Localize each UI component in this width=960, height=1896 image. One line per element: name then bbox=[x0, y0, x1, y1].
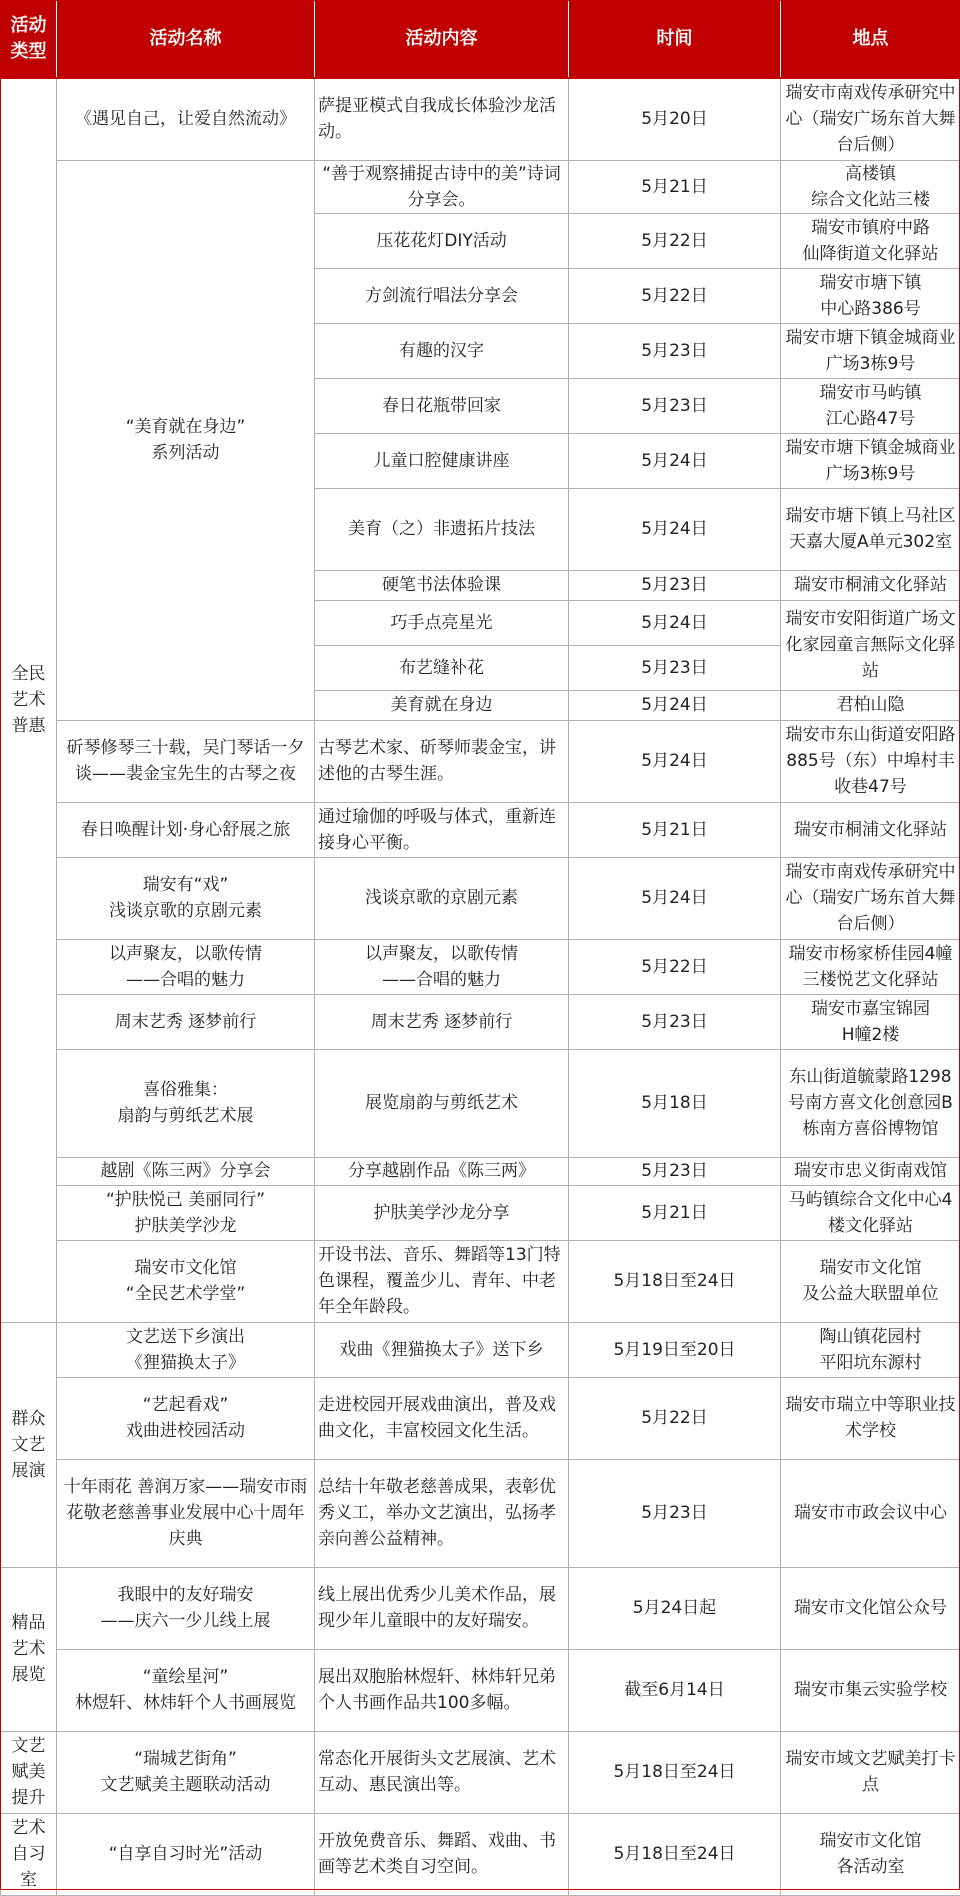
table-row bbox=[1, 857, 960, 939]
name-cell: 我眼中的友好瑞安 ——庆六一少儿线上展 bbox=[57, 1567, 315, 1649]
name-cell: “艺起看戏” 戏曲进校园活动 bbox=[57, 1377, 315, 1459]
time-cell: 5月24日起 bbox=[569, 1567, 781, 1649]
content-cell: 以声聚友，以歌传情 ——合唱的魅力 bbox=[315, 939, 569, 994]
place-cell: 瑞安市文化馆 各活动室 bbox=[781, 1813, 960, 1895]
content-cell: 线上展出优秀少儿美术作品，展现少年儿童眼中的友好瑞安。 bbox=[315, 1567, 569, 1649]
time-cell: 5月23日 bbox=[569, 1157, 781, 1185]
content-cell: 美育就在身边 bbox=[315, 690, 569, 720]
time-cell: 5月23日 bbox=[569, 378, 781, 433]
name-cell: 十年雨花 善润万家——瑞安市雨花敬老慈善事业发展中心十周年庆典 bbox=[57, 1459, 315, 1567]
place-cell: 瑞安市文化馆公众号 bbox=[781, 1567, 960, 1649]
place-cell: 瑞安市桐浦文化驿站 bbox=[781, 570, 960, 600]
time-cell: 5月21日 bbox=[569, 1185, 781, 1240]
content-cell: 通过瑜伽的呼吸与体式，重新连接身心平衡。 bbox=[315, 802, 569, 857]
place-cell: 瑞安市南戏传承研究中心（瑞安广场东首大舞台后侧） bbox=[781, 78, 960, 160]
name-cell: 《遇见自己，让爱自然流动》 bbox=[57, 78, 315, 160]
type-cell: 艺术 自习 室 bbox=[1, 1813, 57, 1895]
name-cell: 春日唤醒计划·身心舒展之旅 bbox=[57, 802, 315, 857]
header-time: 时间 bbox=[569, 1, 781, 79]
header-name: 活动名称 bbox=[57, 1, 315, 79]
content-cell: 常态化开展街头文艺展演、艺术互动、惠民演出等。 bbox=[315, 1731, 569, 1813]
table-row bbox=[1, 1567, 960, 1649]
name-cell: 瑞安市文化馆 “全民艺术学堂” bbox=[57, 1240, 315, 1322]
type-cell: 全民 艺术 普惠 bbox=[1, 78, 57, 1322]
content-cell: 展出双胞胎林煜轩、林炜轩兄弟个人书画作品共100多幅。 bbox=[315, 1649, 569, 1731]
name-cell: 瑞安有“戏” 浅谈京歌的京剧元素 bbox=[57, 857, 315, 939]
content-cell: 戏曲《狸猫换太子》送下乡 bbox=[315, 1322, 569, 1377]
content-cell: 浅谈京歌的京剧元素 bbox=[315, 857, 569, 939]
table-row bbox=[1, 1240, 960, 1322]
name-cell: 斫琴修琴三十载，吴门琴话一夕谈——裴金宝先生的古琴之夜 bbox=[57, 720, 315, 802]
place-cell: 瑞安市嘉宝锦园 H幢2楼 bbox=[781, 994, 960, 1049]
name-cell: 周末艺秀 逐梦前行 bbox=[57, 994, 315, 1049]
place-cell: 瑞安市塘下镇上马社区天嘉大厦A单元302室 bbox=[781, 488, 960, 570]
table-row bbox=[1, 1813, 960, 1895]
place-cell: 高楼镇 综合文化站三楼 bbox=[781, 160, 960, 213]
header-type: 活动 类型 bbox=[1, 1, 57, 79]
place-cell: 瑞安市瑞立中等职业技术学校 bbox=[781, 1377, 960, 1459]
time-cell: 5月22日 bbox=[569, 213, 781, 268]
content-cell: 美育（之）非遗拓片技法 bbox=[315, 488, 569, 570]
name-cell: “美育就在身边” 系列活动 bbox=[57, 160, 315, 720]
time-cell: 5月23日 bbox=[569, 570, 781, 600]
content-cell: 有趣的汉字 bbox=[315, 323, 569, 378]
place-cell: 瑞安市忠义街南戏馆 bbox=[781, 1157, 960, 1185]
table-row bbox=[1, 160, 960, 213]
time-cell: 5月20日 bbox=[569, 78, 781, 160]
content-cell: 布艺缝补花 bbox=[315, 645, 569, 690]
content-cell: 护肤美学沙龙分享 bbox=[315, 1185, 569, 1240]
table-row bbox=[1, 1649, 960, 1731]
name-cell: “自享自习时光”活动 bbox=[57, 1813, 315, 1895]
time-cell: 5月24日 bbox=[569, 690, 781, 720]
header-content: 活动内容 bbox=[315, 1, 569, 79]
place-cell: 瑞安市域文艺赋美打卡点 bbox=[781, 1731, 960, 1813]
time-cell: 5月18日 bbox=[569, 1049, 781, 1157]
type-cell: 群众 文艺 展演 bbox=[1, 1322, 57, 1567]
content-cell: 总结十年敬老慈善成果，表彰优秀义工，举办文艺演出，弘扬孝亲向善公益精神。 bbox=[315, 1459, 569, 1567]
time-cell: 5月23日 bbox=[569, 645, 781, 690]
place-cell: 瑞安市文化馆 及公益大联盟单位 bbox=[781, 1240, 960, 1322]
table-row bbox=[1, 1157, 960, 1185]
time-cell: 5月22日 bbox=[569, 1377, 781, 1459]
time-cell: 5月19日至20日 bbox=[569, 1322, 781, 1377]
content-cell: 分享越剧作品《陈三两》 bbox=[315, 1157, 569, 1185]
name-cell: 文艺送下乡演出 《狸猫换太子》 bbox=[57, 1322, 315, 1377]
table-row bbox=[1, 802, 960, 857]
place-cell: 瑞安市南戏传承研究中心（瑞安广场东首大舞台后侧） bbox=[781, 857, 960, 939]
time-cell: 5月23日 bbox=[569, 323, 781, 378]
place-cell: 瑞安市杨家桥佳园4幢三楼悦艺文化驿站 bbox=[781, 939, 960, 994]
time-cell: 5月24日 bbox=[569, 433, 781, 488]
name-cell: “瑞城艺街角” 文艺赋美主题联动活动 bbox=[57, 1731, 315, 1813]
place-cell: 瑞安市马屿镇 江心路47号 bbox=[781, 378, 960, 433]
table-row bbox=[1, 1322, 960, 1377]
content-cell: 压花花灯DIY活动 bbox=[315, 213, 569, 268]
content-cell: 开设书法、音乐、舞蹈等13门特色课程，覆盖少儿、青年、中老年全年龄段。 bbox=[315, 1240, 569, 1322]
table-row bbox=[1, 1049, 960, 1157]
time-cell: 5月18日至24日 bbox=[569, 1240, 781, 1322]
header-row bbox=[1, 1, 960, 79]
time-cell: 5月24日 bbox=[569, 857, 781, 939]
content-cell: 周末艺秀 逐梦前行 bbox=[315, 994, 569, 1049]
content-cell: “善于观察捕捉古诗中的美”诗词分享会。 bbox=[315, 160, 569, 213]
table-row bbox=[1, 1459, 960, 1567]
header-place: 地点 bbox=[781, 1, 960, 79]
time-cell: 5月18日至24日 bbox=[569, 1731, 781, 1813]
place-cell: 瑞安市市政会议中心 bbox=[781, 1459, 960, 1567]
content-cell: 萨提亚模式自我成长体验沙龙活动。 bbox=[315, 78, 569, 160]
content-cell: 春日花瓶带回家 bbox=[315, 378, 569, 433]
name-cell: “童绘星河” 林煜轩、林炜轩个人书画展览 bbox=[57, 1649, 315, 1731]
name-cell: 越剧《陈三两》分享会 bbox=[57, 1157, 315, 1185]
content-cell: 古琴艺术家、斫琴师裴金宝，讲述他的古琴生涯。 bbox=[315, 720, 569, 802]
time-cell: 截至6月14日 bbox=[569, 1649, 781, 1731]
place-cell: 马屿镇综合文化中心4楼文化驿站 bbox=[781, 1185, 960, 1240]
time-cell: 5月21日 bbox=[569, 802, 781, 857]
table-row bbox=[1, 939, 960, 994]
time-cell: 5月18日至24日 bbox=[569, 1813, 781, 1895]
place-cell: 瑞安市安阳街道广场文化家园童言無际文化驿站 bbox=[781, 600, 960, 690]
place-cell: 君柏山隐 bbox=[781, 690, 960, 720]
name-cell: 以声聚友，以歌传情 ——合唱的魅力 bbox=[57, 939, 315, 994]
type-cell: 文艺 赋美 提升 bbox=[1, 1731, 57, 1813]
name-cell: “护肤悦己 美丽同行” 护肤美学沙龙 bbox=[57, 1185, 315, 1240]
table-row bbox=[1, 994, 960, 1049]
time-cell: 5月23日 bbox=[569, 1459, 781, 1567]
place-cell: 瑞安市镇府中路 仙降街道文化驿站 bbox=[781, 213, 960, 268]
place-cell: 瑞安市东山街道安阳路885号（东）中埠村丰收巷47号 bbox=[781, 720, 960, 802]
table-row bbox=[1, 1731, 960, 1813]
content-cell: 开放免费音乐、舞蹈、戏曲、书画等艺术类自习空间。 bbox=[315, 1813, 569, 1895]
place-cell: 瑞安市塘下镇 中心路386号 bbox=[781, 268, 960, 323]
content-cell: 走进校园开展戏曲演出，普及戏曲文化，丰富校园文化生活。 bbox=[315, 1377, 569, 1459]
table-row bbox=[1, 720, 960, 802]
time-cell: 5月22日 bbox=[569, 939, 781, 994]
content-cell: 展览扇韵与剪纸艺术 bbox=[315, 1049, 569, 1157]
place-cell: 瑞安市塘下镇金城商业广场3栋9号 bbox=[781, 433, 960, 488]
content-cell: 儿童口腔健康讲座 bbox=[315, 433, 569, 488]
type-cell: 精品 艺术 展览 bbox=[1, 1567, 57, 1731]
content-cell: 巧手点亮星光 bbox=[315, 600, 569, 645]
table-row bbox=[1, 78, 960, 160]
time-cell: 5月24日 bbox=[569, 488, 781, 570]
time-cell: 5月22日 bbox=[569, 268, 781, 323]
time-cell: 5月24日 bbox=[569, 720, 781, 802]
time-cell: 5月23日 bbox=[569, 994, 781, 1049]
place-cell: 陶山镇花园村 平阳坑东源村 bbox=[781, 1322, 960, 1377]
place-cell: 瑞安市集云实验学校 bbox=[781, 1649, 960, 1731]
place-cell: 瑞安市塘下镇金城商业广场3栋9号 bbox=[781, 323, 960, 378]
table-row bbox=[1, 1185, 960, 1240]
place-cell: 东山街道毓蒙路1298号南方喜文化创意园B栋南方喜俗博物馆 bbox=[781, 1049, 960, 1157]
time-cell: 5月21日 bbox=[569, 160, 781, 213]
place-cell: 瑞安市桐浦文化驿站 bbox=[781, 802, 960, 857]
name-cell: 喜俗雅集： 扇韵与剪纸艺术展 bbox=[57, 1049, 315, 1157]
time-cell: 5月24日 bbox=[569, 600, 781, 645]
table-row bbox=[1, 1377, 960, 1459]
content-cell: 硬笔书法体验课 bbox=[315, 570, 569, 600]
content-cell: 方剑流行唱法分享会 bbox=[315, 268, 569, 323]
